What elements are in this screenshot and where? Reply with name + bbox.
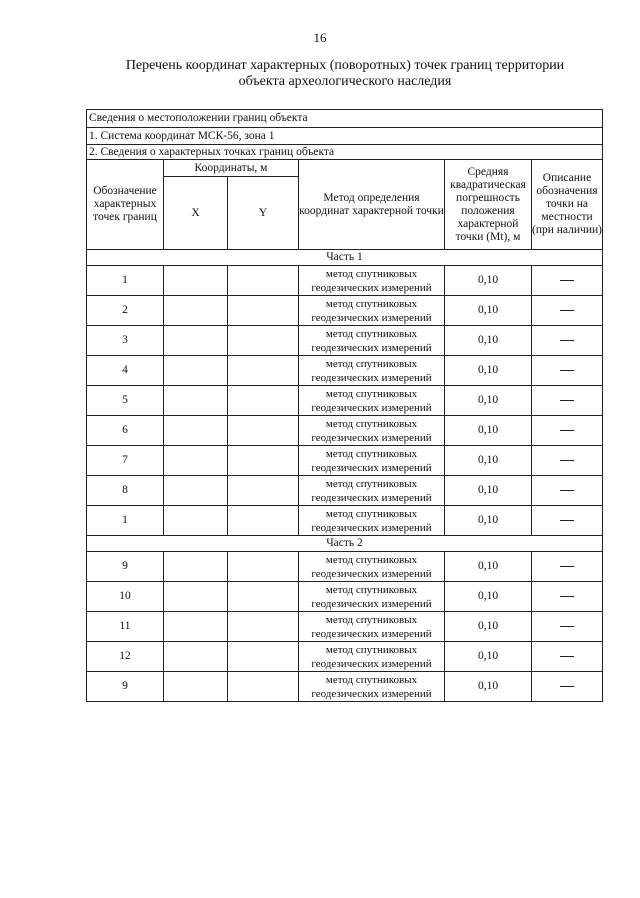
table-row: [87, 356, 603, 386]
coordinate-y: [228, 506, 299, 536]
section-header: Сведения о местоположении границ объекта: [87, 110, 603, 128]
error-value: 0,10: [445, 642, 532, 672]
method-cell: метод спутниковых геодезических измерений: [299, 582, 445, 612]
column-header-coordinates: Координаты, м: [164, 160, 299, 177]
coordinate-x: [164, 612, 228, 642]
coordinate-y: [228, 672, 299, 702]
error-value: 0,10: [445, 296, 532, 326]
description-cell: [532, 326, 603, 356]
dash-mark: [560, 626, 574, 627]
point-number: 3: [87, 326, 164, 356]
coordinate-y: [228, 476, 299, 506]
column-header-error: Средняя квадратическая погрешность положения характерной точки (Mt), м: [445, 160, 532, 250]
dash-mark: [560, 520, 574, 521]
page-title: [80, 58, 610, 90]
description-cell: [532, 552, 603, 582]
point-number: 6: [87, 416, 164, 446]
method-cell: метод спутниковых геодезических измерений: [299, 386, 445, 416]
point-number: 9: [87, 552, 164, 582]
error-value: 0,10: [445, 506, 532, 536]
coordinate-x: [164, 356, 228, 386]
dash-mark: [560, 656, 574, 657]
method-cell: метод спутниковых геодезических измерений: [299, 552, 445, 582]
error-value: 0,10: [445, 582, 532, 612]
coordinate-x: [164, 266, 228, 296]
coordinate-y: [228, 266, 299, 296]
part-label: Часть 2: [87, 536, 603, 552]
coordinate-x: [164, 672, 228, 702]
coordinate-y: [228, 326, 299, 356]
part-header-row: [87, 536, 603, 552]
coordinate-y: [228, 642, 299, 672]
method-cell: метод спутниковых геодезических измерений: [299, 296, 445, 326]
method-cell: метод спутниковых геодезических измерений: [299, 446, 445, 476]
coordinate-x: [164, 582, 228, 612]
coordinate-y: [228, 552, 299, 582]
dash-mark: [560, 596, 574, 597]
point-number: 10: [87, 582, 164, 612]
point-number: 9: [87, 672, 164, 702]
column-header-y: Y: [228, 177, 299, 250]
dash-mark: [560, 686, 574, 687]
coordinate-x: [164, 476, 228, 506]
method-cell: метод спутниковых геодезических измерений: [299, 266, 445, 296]
column-header-row-1: [87, 160, 603, 177]
point-number: 8: [87, 476, 164, 506]
coordinate-x: [164, 416, 228, 446]
description-cell: [532, 612, 603, 642]
point-number: 5: [87, 386, 164, 416]
point-number: 7: [87, 446, 164, 476]
description-cell: [532, 416, 603, 446]
error-value: 0,10: [445, 612, 532, 642]
coordinate-x: [164, 642, 228, 672]
point-number: 1: [87, 266, 164, 296]
coord-system: 1. Система координат МСК-56, зона 1: [87, 128, 603, 145]
description-cell: [532, 642, 603, 672]
description-cell: [532, 266, 603, 296]
coordinate-x: [164, 506, 228, 536]
method-cell: метод спутниковых геодезических измерений: [299, 642, 445, 672]
coordinate-x: [164, 386, 228, 416]
description-cell: [532, 506, 603, 536]
points-header-row: [87, 145, 603, 160]
coordinate-y: [228, 582, 299, 612]
point-number: 1: [87, 506, 164, 536]
error-value: 0,10: [445, 476, 532, 506]
column-header-method: Метод определения координат характерной точки: [299, 160, 445, 250]
description-cell: [532, 476, 603, 506]
error-value: 0,10: [445, 266, 532, 296]
table-row: [87, 266, 603, 296]
description-cell: [532, 672, 603, 702]
error-value: 0,10: [445, 356, 532, 386]
point-number: 4: [87, 356, 164, 386]
page-number: 16: [313, 30, 327, 45]
table-row: [87, 296, 603, 326]
method-cell: метод спутниковых геодезических измерений: [299, 612, 445, 642]
table-row: [87, 506, 603, 536]
table-row: [87, 416, 603, 446]
coordinate-y: [228, 446, 299, 476]
description-cell: [532, 296, 603, 326]
page-title-line-1: Перечень координат характерных (поворотных) точек границ территории: [125, 58, 565, 73]
column-header-description: Описание обозначения точки на местности (при наличии): [532, 160, 603, 250]
error-value: 0,10: [445, 552, 532, 582]
table-row: [87, 642, 603, 672]
dash-mark: [560, 340, 574, 341]
error-value: 0,10: [445, 672, 532, 702]
table-row: [87, 672, 603, 702]
description-cell: [532, 356, 603, 386]
description-cell: [532, 582, 603, 612]
part-label: Часть 1: [87, 250, 603, 266]
point-number: 11: [87, 612, 164, 642]
method-cell: метод спутниковых геодезических измерений: [299, 326, 445, 356]
method-cell: метод спутниковых геодезических измерений: [299, 672, 445, 702]
column-header-x: X: [164, 177, 228, 250]
dash-mark: [560, 280, 574, 281]
dash-mark: [560, 310, 574, 311]
dash-mark: [560, 400, 574, 401]
description-cell: [532, 386, 603, 416]
error-value: 0,10: [445, 416, 532, 446]
point-number: 2: [87, 296, 164, 326]
coordinate-y: [228, 416, 299, 446]
coordinate-x: [164, 326, 228, 356]
coordinate-y: [228, 386, 299, 416]
table-body: [87, 110, 603, 702]
method-cell: метод спутниковых геодезических измерений: [299, 506, 445, 536]
coord-system-row: [87, 128, 603, 145]
coordinate-x: [164, 296, 228, 326]
table-row: [87, 476, 603, 506]
dash-mark: [560, 370, 574, 371]
dash-mark: [560, 566, 574, 567]
dash-mark: [560, 490, 574, 491]
coordinates-table: [86, 109, 603, 702]
method-cell: метод спутниковых геодезических измерений: [299, 356, 445, 386]
section-header-row: [87, 110, 603, 128]
description-cell: [532, 446, 603, 476]
error-value: 0,10: [445, 326, 532, 356]
dash-mark: [560, 430, 574, 431]
dash-mark: [560, 460, 574, 461]
coordinate-x: [164, 446, 228, 476]
coordinate-y: [228, 356, 299, 386]
point-number: 12: [87, 642, 164, 672]
table-row: [87, 326, 603, 356]
table-row: [87, 446, 603, 476]
method-cell: метод спутниковых геодезических измерений: [299, 416, 445, 446]
table-row: [87, 612, 603, 642]
coordinate-y: [228, 296, 299, 326]
coordinate-y: [228, 612, 299, 642]
points-header: 2. Сведения о характерных точках границ объекта: [87, 145, 603, 160]
error-value: 0,10: [445, 446, 532, 476]
error-value: 0,10: [445, 386, 532, 416]
column-header-designation: Обозначение характерных точек границ: [87, 160, 164, 250]
coordinate-x: [164, 552, 228, 582]
table-row: [87, 552, 603, 582]
part-header-row: [87, 250, 603, 266]
page-title-line-2: объекта археологического наследия: [238, 74, 452, 89]
table-row: [87, 582, 603, 612]
method-cell: метод спутниковых геодезических измерений: [299, 476, 445, 506]
table-row: [87, 386, 603, 416]
